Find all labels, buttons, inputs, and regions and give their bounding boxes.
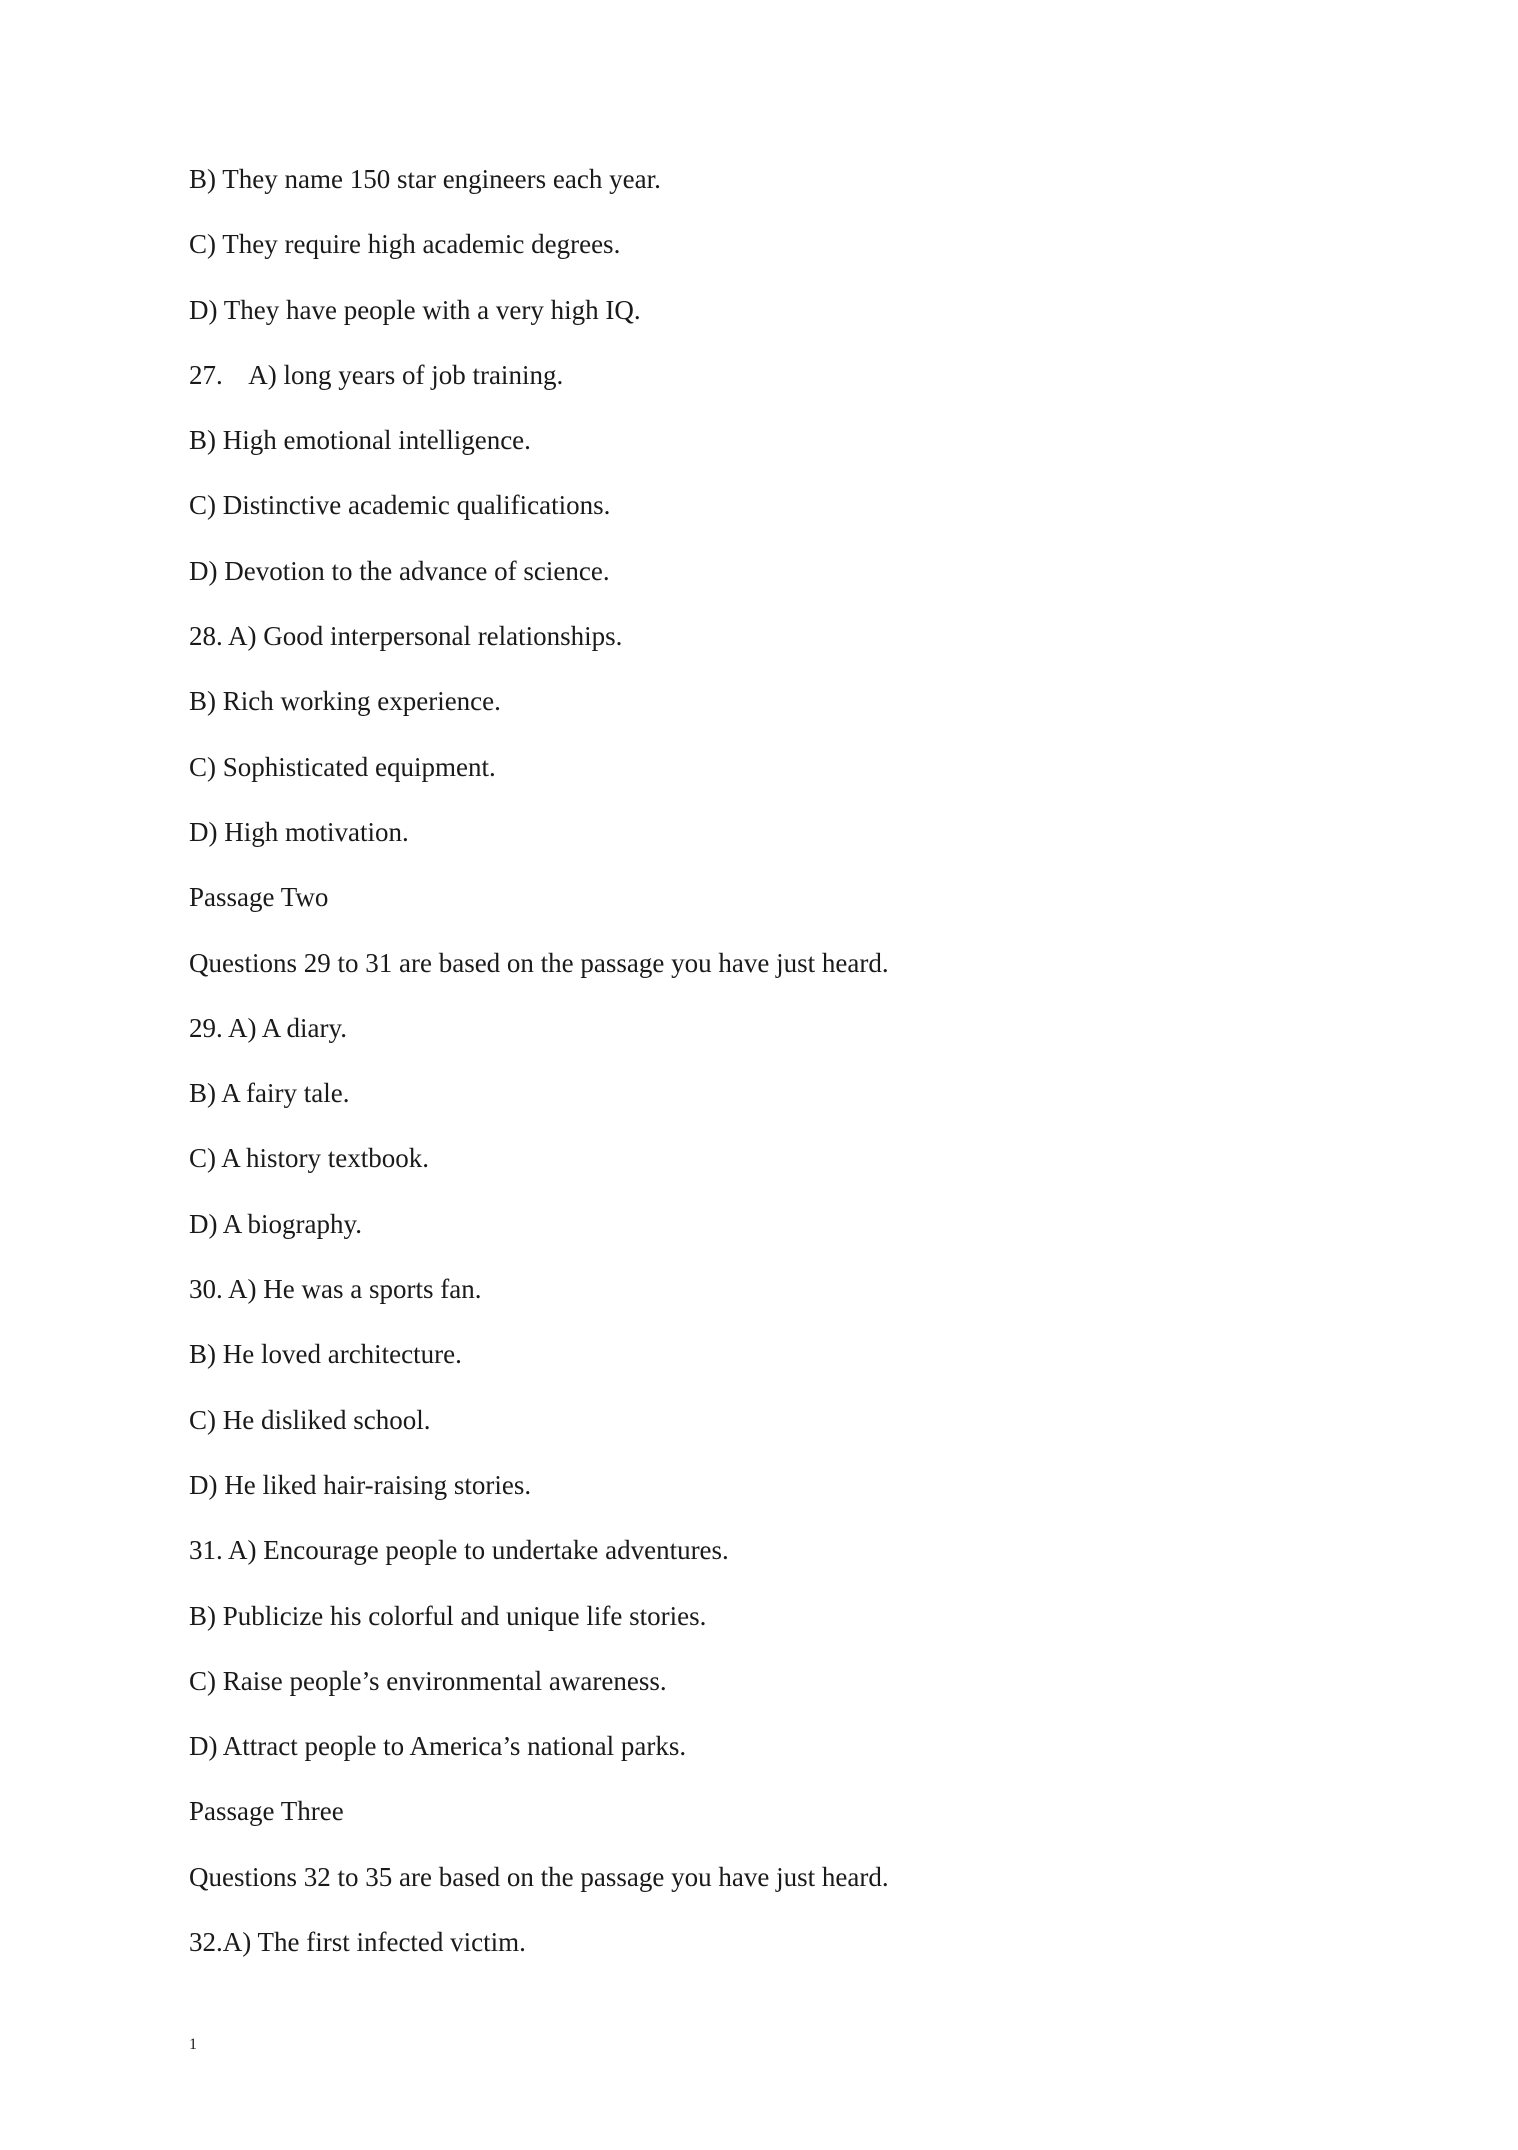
answer-option: C) Raise people’s environmental awareness. [189, 1665, 667, 1696]
answer-option: C) Distinctive academic qualifications. [189, 490, 611, 521]
question-item: 29. A) A diary. [189, 1012, 347, 1043]
answer-option: C) He disliked school. [189, 1404, 431, 1435]
answer-option: B) He loved architecture. [189, 1339, 462, 1370]
answer-option: D) Devotion to the advance of science. [189, 555, 610, 586]
question-item: 30. A) He was a sports fan. [189, 1274, 482, 1305]
question-item: 27. A) long years of job training. [189, 359, 564, 390]
answer-option: C) Sophisticated equipment. [189, 751, 496, 782]
answer-option: C) They require high academic degrees. [189, 229, 621, 260]
answer-option: C) A history textbook. [189, 1143, 430, 1174]
answer-option: B) Rich working experience. [189, 686, 501, 717]
section-instruction: Questions 29 to 31 are based on the passage you have just heard. [189, 947, 889, 978]
answer-option: B) A fairy tale. [189, 1078, 350, 1109]
answer-option: D) Attract people to America’s national parks. [189, 1731, 687, 1762]
question-item: 28. A) Good interpersonal relationships. [189, 621, 623, 652]
answer-option: B) They name 150 star engineers each year. [189, 164, 661, 194]
answer-option: D) High motivation. [189, 816, 409, 847]
section-heading: Passage Three [189, 1796, 344, 1827]
section-instruction: Questions 32 to 35 are based on the passage you have just heard. [189, 1861, 889, 1892]
question-item: 32.A) The first infected victim. [189, 1927, 526, 1958]
question-item: 31. A) Encourage people to undertake adventures. [189, 1535, 729, 1566]
answer-option: B) Publicize his colorful and unique life stories. [189, 1600, 707, 1631]
section-heading: Passage Two [189, 882, 329, 913]
answer-option: B) High emotional intelligence. [189, 425, 531, 456]
page-number: 1 [189, 2036, 197, 2053]
answer-option: D) A biography. [189, 1208, 362, 1239]
document-body [189, 160, 889, 1988]
answer-option: D) He liked hair-raising stories. [189, 1469, 532, 1500]
answer-option: D) They have people with a very high IQ. [189, 294, 641, 325]
